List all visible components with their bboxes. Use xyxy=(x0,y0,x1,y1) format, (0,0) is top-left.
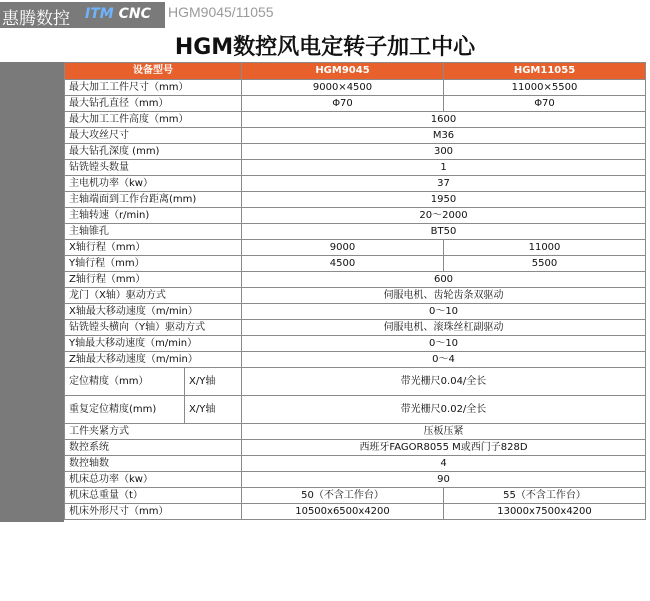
row-label: 工件夹紧方式 xyxy=(65,424,242,440)
table-row xyxy=(65,128,646,144)
table-row xyxy=(65,80,646,96)
row-label: Y轴行程（mm） xyxy=(65,256,242,272)
value-hgm11055: 55（不含工作台） xyxy=(444,488,646,504)
row-label: 钻铣镗头数量 xyxy=(65,160,242,176)
value-shared: 带光栅尺0.04/全长 xyxy=(242,368,646,396)
row-label: Z轴行程（mm） xyxy=(65,272,242,288)
table-row xyxy=(65,368,646,396)
value-shared: 0～4 xyxy=(242,352,646,368)
row-label: 最大攻丝尺寸 xyxy=(65,128,242,144)
value-shared: BT50 xyxy=(242,224,646,240)
value-hgm9045: 4500 xyxy=(242,256,444,272)
row-label: 最大加工工件尺寸（mm） xyxy=(65,80,242,96)
row-label: 机床总重量（t） xyxy=(65,488,242,504)
table-row xyxy=(65,336,646,352)
table-row xyxy=(65,288,646,304)
value-shared: 37 xyxy=(242,176,646,192)
row-label: 最大钻孔直径（mm） xyxy=(65,96,242,112)
value-hgm9045: 10500x6500x4200 xyxy=(242,504,444,520)
table-header-row xyxy=(65,63,646,80)
row-label: 数控系统 xyxy=(65,440,242,456)
row-label: Z轴最大移动速度（m/min） xyxy=(65,352,242,368)
value-hgm9045: 9000×4500 xyxy=(242,80,444,96)
value-shared: 1950 xyxy=(242,192,646,208)
row-label: 机床外形尺寸（mm） xyxy=(65,504,242,520)
row-label: 数控轴数 xyxy=(65,456,242,472)
row-label: 主轴端面到工作台距离(mm) xyxy=(65,192,242,208)
table-row xyxy=(65,352,646,368)
row-label: 主轴锥孔 xyxy=(65,224,242,240)
value-hgm11055: Φ70 xyxy=(444,96,646,112)
row-label: X轴行程（mm） xyxy=(65,240,242,256)
row-label: 主轴转速（r/min) xyxy=(65,208,242,224)
value-shared: M36 xyxy=(242,128,646,144)
value-shared: 西班牙FAGOR8055 M或西门子828D xyxy=(242,440,646,456)
page-title: HGM数控风电定转子加工中心 xyxy=(174,35,476,60)
row-label: 钻铣镗头横向（Y轴）驱动方式 xyxy=(65,320,242,336)
table-row xyxy=(65,112,646,128)
row-sub-label: X/Y轴 xyxy=(185,396,242,424)
value-shared: 0～10 xyxy=(242,336,646,352)
table-row xyxy=(65,160,646,176)
table-row xyxy=(65,456,646,472)
table-row xyxy=(65,176,646,192)
table-row xyxy=(65,256,646,272)
value-shared: 600 xyxy=(242,272,646,288)
brand-itm-cnc xyxy=(85,6,151,22)
value-shared: 伺服电机、滚珠丝杠副驱动 xyxy=(242,320,646,336)
table-row xyxy=(65,472,646,488)
model-code: HGM9045/11055 xyxy=(168,4,274,20)
value-hgm11055: 5500 xyxy=(444,256,646,272)
table-row xyxy=(65,304,646,320)
table-row xyxy=(65,224,646,240)
spec-table xyxy=(64,62,646,520)
row-label: X轴最大移动速度（m/min） xyxy=(65,304,242,320)
brand-itm: ITM xyxy=(85,6,114,22)
row-sub-label: X/Y轴 xyxy=(185,368,242,396)
value-hgm11055: 11000×5500 xyxy=(444,80,646,96)
value-hgm11055: 11000 xyxy=(444,240,646,256)
table-row xyxy=(65,144,646,160)
value-shared: 20～2000 xyxy=(242,208,646,224)
row-label: 最大钻孔深度 (mm) xyxy=(65,144,242,160)
value-shared: 300 xyxy=(242,144,646,160)
table-row xyxy=(65,504,646,520)
value-shared: 压板压紧 xyxy=(242,424,646,440)
row-label: 最大加工工件高度（mm） xyxy=(65,112,242,128)
value-shared: 1 xyxy=(242,160,646,176)
table-row xyxy=(65,396,646,424)
brand-cnc: CNC xyxy=(118,6,151,22)
table-row xyxy=(65,208,646,224)
table-row xyxy=(65,424,646,440)
value-hgm9045: Φ70 xyxy=(242,96,444,112)
value-shared: 0～10 xyxy=(242,304,646,320)
table-row xyxy=(65,488,646,504)
row-label: 主电机功率（kw） xyxy=(65,176,242,192)
row-label: 龙门（X轴）驱动方式 xyxy=(65,288,242,304)
header-model-label: 设备型号 xyxy=(65,63,242,80)
row-label: Y轴最大移动速度（m/min） xyxy=(65,336,242,352)
value-shared: 4 xyxy=(242,456,646,472)
row-label: 定位精度（mm） xyxy=(65,368,185,396)
table-row xyxy=(65,240,646,256)
value-shared: 带光栅尺0.02/全长 xyxy=(242,396,646,424)
value-hgm9045: 50（不含工作台） xyxy=(242,488,444,504)
brand-name-cn: 惠腾数控 xyxy=(2,9,70,29)
value-shared: 90 xyxy=(242,472,646,488)
value-hgm11055: 13000x7500x4200 xyxy=(444,504,646,520)
table-row xyxy=(65,192,646,208)
table-row xyxy=(65,320,646,336)
row-label: 机床总功率（kw） xyxy=(65,472,242,488)
header-col-hgm11055: HGM11055 xyxy=(444,63,646,80)
table-row xyxy=(65,96,646,112)
left-decor-band xyxy=(0,62,64,522)
value-shared: 伺服电机、齿轮齿条双驱动 xyxy=(242,288,646,304)
top-bar xyxy=(0,0,650,30)
row-label: 重复定位精度(mm) xyxy=(65,396,185,424)
header-col-hgm9045: HGM9045 xyxy=(242,63,444,80)
value-hgm9045: 9000 xyxy=(242,240,444,256)
brand-logo xyxy=(0,2,165,28)
table-row xyxy=(65,272,646,288)
table-row xyxy=(65,440,646,456)
value-shared: 1600 xyxy=(242,112,646,128)
